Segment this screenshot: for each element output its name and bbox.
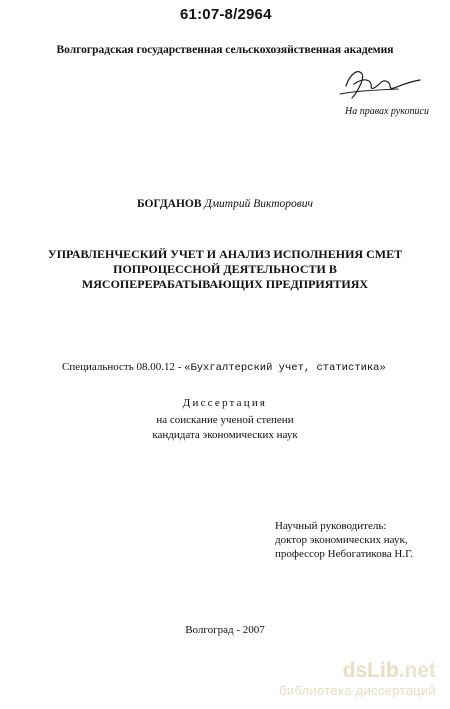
title-line: ПОПРОЦЕССНОЙ ДЕЯТЕЛЬНОСТИ В bbox=[113, 262, 337, 276]
title-line: УПРАВЛЕНЧЕСКИЙ УЧЕТ И АНАЛИЗ ИСПОЛНЕНИЯ СМЕТ bbox=[47, 247, 403, 261]
watermark-subtitle: библиотека диссертаций bbox=[279, 683, 436, 698]
title-line: МЯСОПЕРЕРАБАТЫВАЮЩИХ ПРЕДПРИЯТИЯХ bbox=[81, 277, 369, 291]
archive-code: 61:07-8/2964 bbox=[180, 6, 272, 23]
watermark-logo-main: dsLib bbox=[342, 659, 399, 682]
watermark-logo-domain: .net bbox=[398, 659, 436, 682]
watermark-logo bbox=[279, 660, 436, 682]
supervisor-line: доктор экономических наук, bbox=[275, 534, 408, 546]
city-year: Волгоград - 2007 bbox=[185, 624, 265, 636]
degree-purpose-line: кандидата экономических наук bbox=[152, 429, 298, 441]
author-name bbox=[0, 198, 450, 210]
author-surname: БОГДАНОВ bbox=[136, 198, 202, 210]
supervisor-line: Научный руководитель: bbox=[275, 520, 387, 532]
author-given-names: Дмитрий Викторович bbox=[204, 198, 314, 210]
degree-purpose bbox=[0, 413, 450, 443]
supervisor-line: профессор Небогатикова Н.Г. bbox=[275, 548, 413, 560]
specialty-line bbox=[62, 361, 386, 374]
supervisor-block bbox=[275, 519, 413, 561]
watermark bbox=[279, 660, 436, 698]
institution-name: Волгоградская государственная сельскохозяйственная академия bbox=[56, 44, 394, 56]
specialty-code: Специальность 08.00.12 - bbox=[62, 361, 185, 373]
manuscript-rights-note: На правах рукописи bbox=[345, 106, 429, 117]
dissertation-type: Диссертация bbox=[182, 397, 268, 409]
specialty-name: «Бухгалтерский учет, статистика» bbox=[184, 362, 386, 374]
dissertation-title bbox=[0, 247, 450, 292]
handwritten-signature bbox=[336, 64, 426, 104]
degree-purpose-line: на соискание ученой степени bbox=[156, 414, 294, 426]
